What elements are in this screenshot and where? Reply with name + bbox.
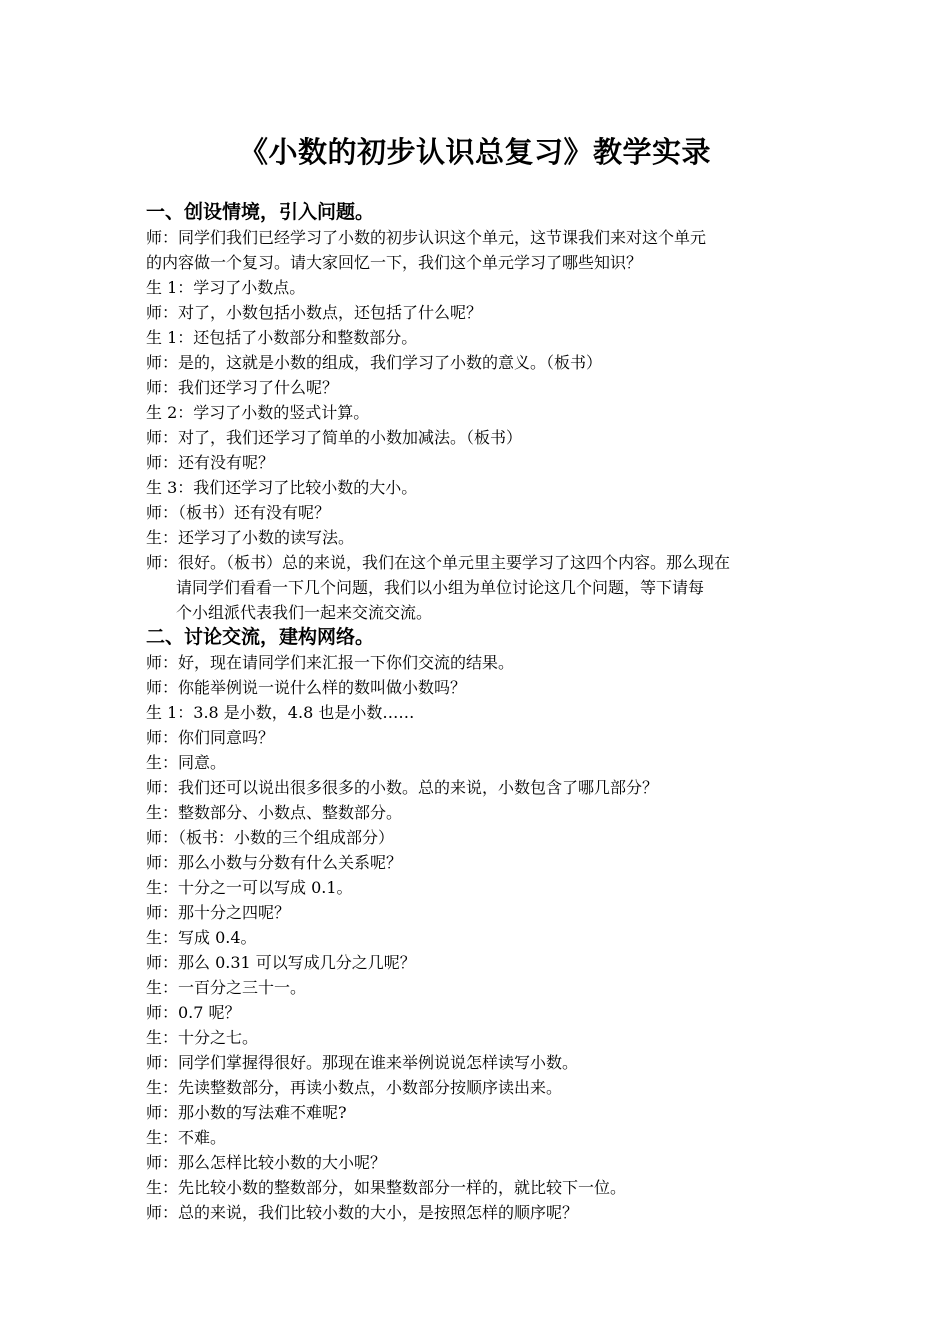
dialogue-line: 生：整数部分、小数点、整数部分。 [146,803,403,822]
dialogue-line: 生：同意。 [146,753,227,772]
dialogue-line: 师：那么小数与分数有什么关系呢？ [146,853,403,872]
dialogue-line: 师：总的来说，我们比较小数的大小，是按照怎样的顺序呢？ [146,1203,579,1222]
dialogue-line: 师：对了，小数包括小数点，还包括了什么呢？ [146,303,483,322]
dialogue-line: 生 3：我们还学习了比较小数的大小。 [146,478,418,497]
document-body [146,200,814,1225]
dialogue-line: 的内容做一个复习。请大家回忆一下，我们这个单元学习了哪些知识？ [146,253,643,272]
dialogue-line: 师：（板书）还有没有呢？ [146,503,331,522]
dialogue-line: 生：一百分之三十一。 [146,978,307,997]
dialogue-line: 师：对了，我们还学习了简单的小数加减法。（板书） [146,428,523,447]
dialogue-line: 师：那十分之四呢？ [146,903,291,922]
dialogue-line: 生：十分之七。 [146,1028,259,1047]
dialogue-line: 师：你能举例说一说什么样的数叫做小数吗？ [146,678,467,697]
dialogue-line: 师：很好。（板书）总的来说，我们在这个单元里主要学习了这四个内容。那么现在 [146,553,731,572]
dialogue-line: 师：那么 0.31 可以写成几分之几呢？ [146,953,416,972]
dialogue-line-continued: 请同学们看看一下几个问题，我们以小组为单位讨论这几个问题，等下请每 [176,578,705,597]
dialogue-line: 师：那么怎样比较小数的大小呢？ [146,1153,387,1172]
dialogue-line: 师：0.7 呢？ [146,1003,241,1022]
dialogue-line: 师：同学们我们已经学习了小数的初步认识这个单元，这节课我们来对这个单元 [146,228,707,247]
document-title: 《小数的初步认识总复习》教学实录 [238,135,711,169]
dialogue-line: 生 1：学习了小数点。 [146,278,306,297]
section-heading: 一、创设情境，引入问题。 [146,201,375,223]
dialogue-line: 生：写成 0.4。 [146,928,257,947]
dialogue-line: 师：我们还学习了什么呢？ [146,378,339,397]
dialogue-line: 生 1：还包括了小数部分和整数部分。 [146,328,418,347]
dialogue-line: 生 2：学习了小数的竖式计算。 [146,403,370,422]
section-heading: 二、讨论交流，建构网络。 [146,626,375,648]
dialogue-line-continued: 个小组派代表我们一起来交流交流。 [176,603,433,622]
dialogue-line: 师：（板书：小数的三个组成部分） [146,828,395,847]
dialogue-line: 师：是的，这就是小数的组成，我们学习了小数的意义。（板书） [146,353,603,372]
dialogue-line: 师：那小数的写法难不难呢? [146,1103,347,1122]
dialogue-line: 师：我们还可以说出很多很多的小数。总的来说，小数包含了哪几部分？ [146,778,659,797]
dialogue-line: 师：好，现在请同学们来汇报一下你们交流的结果。 [146,653,515,672]
dialogue-line: 生 1：3.8 是小数，4.8 也是小数…… [146,703,415,722]
dialogue-line: 生：不难。 [146,1128,227,1147]
dialogue-line: 生：先比较小数的整数部分，如果整数部分一样的，就比较下一位。 [146,1178,627,1197]
dialogue-line: 生：还学习了小数的读写法。 [146,528,355,547]
dialogue-line: 师：还有没有呢？ [146,453,275,472]
dialogue-line: 生：十分之一可以写成 0.1。 [146,878,353,897]
dialogue-line: 生：先读整数部分，再读小数点，小数部分按顺序读出来。 [146,1078,563,1097]
dialogue-line: 师：同学们掌握得很好。那现在谁来举例说说怎样读写小数。 [146,1053,579,1072]
dialogue-line: 师：你们同意吗？ [146,728,275,747]
